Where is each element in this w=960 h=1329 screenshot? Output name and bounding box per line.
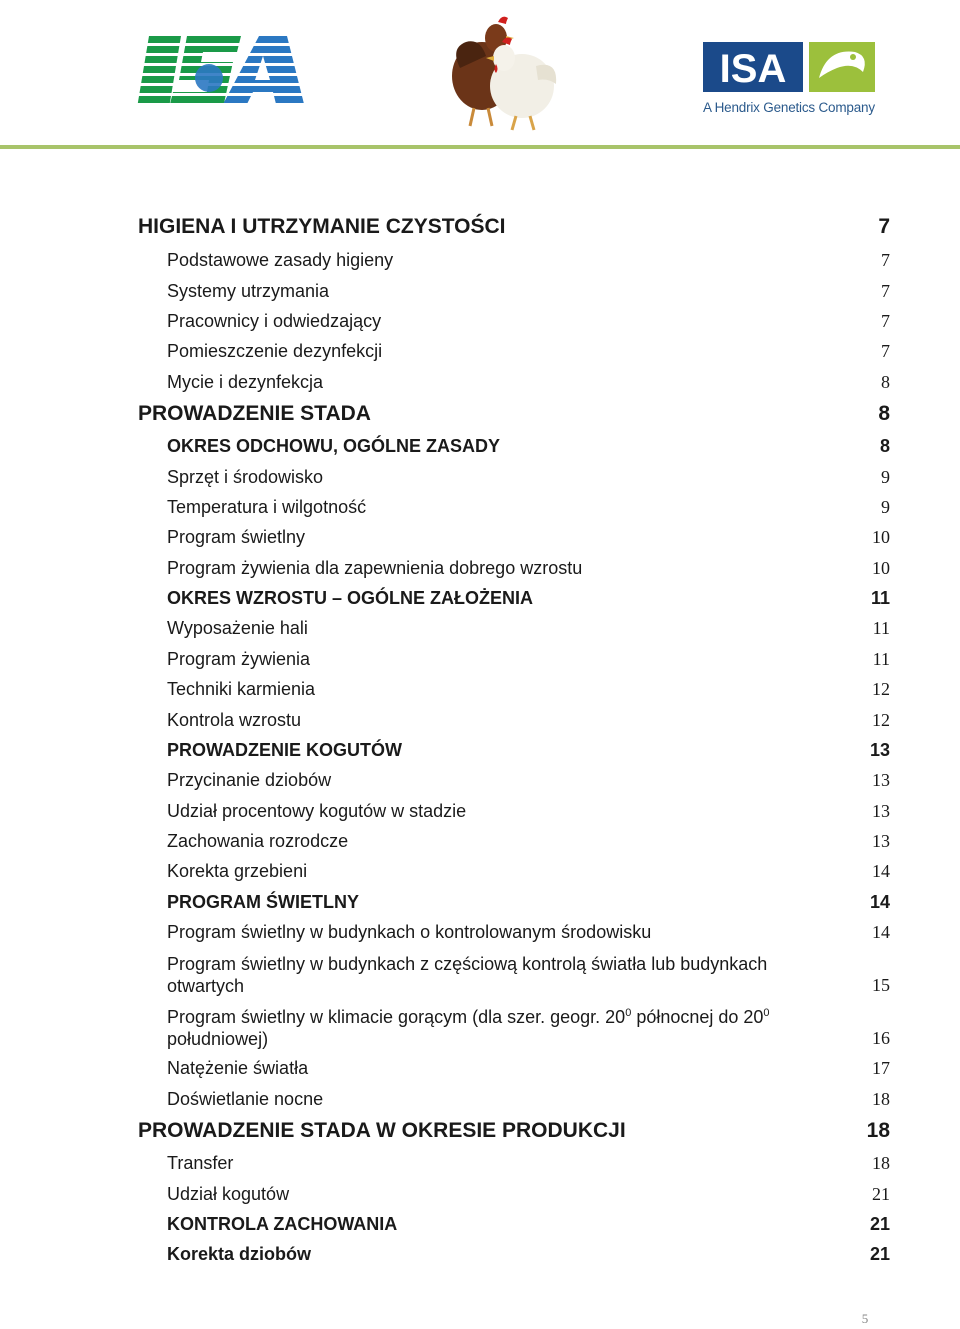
page-number: 5 <box>861 1311 869 1326</box>
toc-label: Wyposażenie hali <box>167 618 308 638</box>
degree-superscript: 0 <box>625 1007 632 1019</box>
toc-page-number: 14 <box>869 892 890 912</box>
toc-page-number: 13 <box>872 801 890 821</box>
toc-label: Korekta grzebieni <box>167 861 308 881</box>
toc-page-number: 7 <box>881 311 890 331</box>
toc-label: Pracownicy i odwiedzający <box>167 311 382 331</box>
toc-page-number: 16 <box>872 1028 890 1048</box>
toc-page-number: 13 <box>872 831 890 851</box>
hendrix-tagline: A Hendrix Genetics Company <box>703 100 875 115</box>
toc-page-number: 7 <box>881 250 890 270</box>
toc-label: Udział kogutów <box>167 1184 290 1204</box>
toc-page-number: 15 <box>872 975 890 995</box>
toc-label: Program żywienia <box>167 649 311 669</box>
toc-page-number: 13 <box>872 770 890 790</box>
toc-label: Przycinanie dziobów <box>167 770 332 790</box>
toc-page-number: 10 <box>872 558 890 578</box>
toc-label: Mycie i dezynfekcja <box>167 372 324 392</box>
toc-label: Doświetlanie nocne <box>167 1089 324 1109</box>
toc-label: Techniki karmienia <box>167 679 316 699</box>
toc-label: Natężenie światła <box>167 1058 309 1078</box>
toc-label: Korekta dziobów <box>167 1244 312 1264</box>
toc-page-number: 14 <box>872 922 890 942</box>
toc-page-number: 12 <box>872 679 890 699</box>
toc-page-number: 9 <box>881 497 890 517</box>
toc-label <box>167 1006 817 1050</box>
toc-label: Systemy utrzymania <box>167 281 330 301</box>
toc-page-number: 8 <box>878 402 890 425</box>
toc-label: Program świetlny w budynkach o kontrolowanym środowisku <box>167 922 652 942</box>
toc-label: Podstawowe zasady higieny <box>167 250 394 270</box>
toc-label: Program świetlny w budynkach z częściową kontrolą światła lub budynkach otwartych <box>167 954 768 996</box>
toc-label: OKRES ODCHOWU, OGÓLNE ZASADY <box>167 436 501 456</box>
toc-page-number: 21 <box>872 1184 890 1204</box>
toc-label-part: północnej do 20 <box>631 1007 764 1027</box>
toc-page-number: 8 <box>881 372 890 392</box>
toc-page-number: 7 <box>881 341 890 361</box>
toc-page-number: 13 <box>869 740 890 760</box>
toc-label: Kontrola wzrostu <box>167 710 302 730</box>
toc-label: KONTROLA ZACHOWANIA <box>167 1214 398 1234</box>
toc-label: Udział procentowy kogutów w stadzie <box>167 801 467 821</box>
toc-page-number: 8 <box>879 436 890 456</box>
toc-label: PROWADZENIE STADA W OKRESIE PRODUKCJI <box>138 1119 626 1142</box>
toc-page-number: 18 <box>872 1153 890 1173</box>
toc-label: Program żywienia dla zapewnienia dobrego wzrostu <box>167 558 583 578</box>
toc-label: PROWADZENIE KOGUTÓW <box>167 740 402 760</box>
toc-label: Program świetlny <box>167 527 306 547</box>
toc-page-number: 11 <box>872 649 890 669</box>
toc-label: Zachowania rozrodcze <box>167 831 349 851</box>
toc-page-number: 12 <box>872 710 890 730</box>
toc-label: Sprzęt i środowisko <box>167 467 324 487</box>
logo-right-text: ISA <box>719 47 787 91</box>
toc-label: HIGIENA I UTRZYMANIE CZYSTOŚCI <box>138 215 506 238</box>
toc-page-number: 21 <box>869 1244 890 1264</box>
toc-page-number: 10 <box>872 527 890 547</box>
toc-page-number: 9 <box>881 467 890 487</box>
toc-label: Transfer <box>167 1153 234 1173</box>
toc-label: PROWADZENIE STADA <box>138 402 371 425</box>
toc-page-number: 18 <box>872 1089 890 1109</box>
toc-label: PROGRAM ŚWIETLNY <box>167 892 359 912</box>
toc-label-part: Program świetlny w klimacie gorącym (dla szer. geogr. 20 <box>167 1007 626 1027</box>
toc-label-part: południowej) <box>167 1029 269 1049</box>
toc-page-number: 11 <box>870 588 890 608</box>
toc-label: OKRES WZROSTU – OGÓLNE ZAŁOŻENIA <box>167 588 534 608</box>
toc-page-number: 21 <box>869 1214 890 1234</box>
toc-page-number: 17 <box>872 1058 890 1078</box>
toc-page-number: 7 <box>881 281 890 301</box>
toc-label: Temperatura i wilgotność <box>167 497 367 517</box>
degree-superscript: 0 <box>763 1007 770 1019</box>
toc-page-number: 14 <box>872 861 890 881</box>
toc-page-number: 7 <box>878 215 890 238</box>
toc-page-number: 11 <box>872 618 890 638</box>
toc-label: Pomieszczenie dezynfekcji <box>167 341 383 361</box>
toc-page-number: 18 <box>866 1119 890 1142</box>
